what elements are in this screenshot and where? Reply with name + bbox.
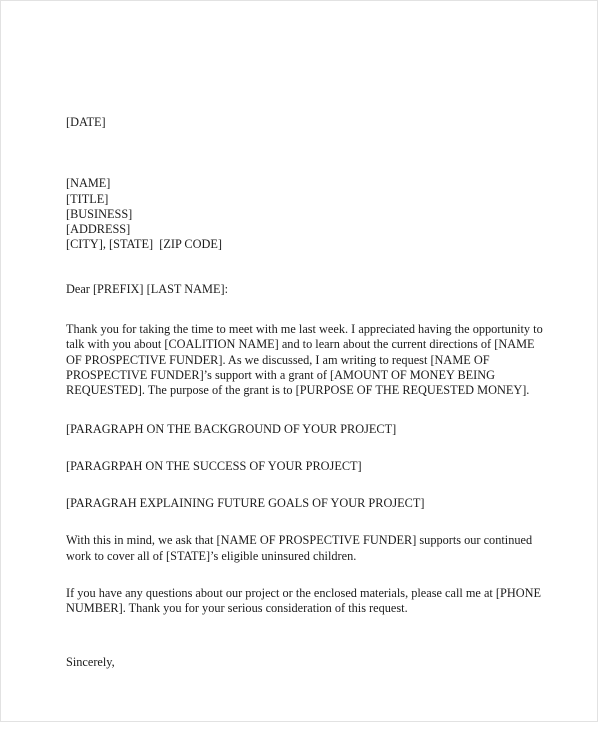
address-line-business: [BUSINESS] — [66, 206, 133, 221]
placeholder-paragraph-background: [PARAGRAPH ON THE BACKGROUND OF YOUR PROJECT] — [66, 421, 397, 436]
closing-signature-line: Sincerely, — [66, 654, 115, 669]
date-line: [DATE] — [66, 115, 106, 129]
address-line-name: [NAME] — [66, 176, 111, 191]
address-line-street: [ADDRESS] — [66, 222, 131, 237]
address-line-title: [TITLE] — [66, 191, 109, 206]
letter-body — [66, 115, 548, 670]
address-line-city-state-zip: [CITY], [STATE] [ZIP CODE] — [66, 237, 222, 252]
salutation: Dear [PREFIX] [LAST NAME]: — [66, 281, 229, 296]
ask-paragraph: With this in mind, we ask that [NAME OF PROSPECTIVE FUNDER] supports our continued work to cover all of [STATE]’s eligible uninsured children. — [66, 533, 533, 563]
placeholder-paragraph-success: [PARAGRPAH ON THE SUCCESS OF YOUR PROJECT] — [66, 458, 362, 473]
closing-paragraph: If you have any questions about our project or the enclosed materials, please call me at [PHONE NUMBER]. Thank you for your serious consideration of this request. — [66, 586, 541, 616]
recipient-address-block — [66, 176, 548, 252]
opening-paragraph: Thank you for taking the time to meet with me last week. I appreciated having the opportunity to talk with you about [COALITION NAME] and to learn about the current directions of [NAME OF PROSPECTIVE FUNDER]. As we discussed, I am writing to request [NAME OF PROSPECTIVE FUNDER]’s support with a grant of [AMOUNT OF MONEY BEING REQUESTED]. The purpose of the grant is to [PURPOSE OF THE REQUESTED MONEY]. — [66, 322, 543, 398]
placeholder-paragraph-future-goals: [PARAGRAH EXPLAINING FUTURE GOALS OF YOUR PROJECT] — [66, 496, 425, 511]
